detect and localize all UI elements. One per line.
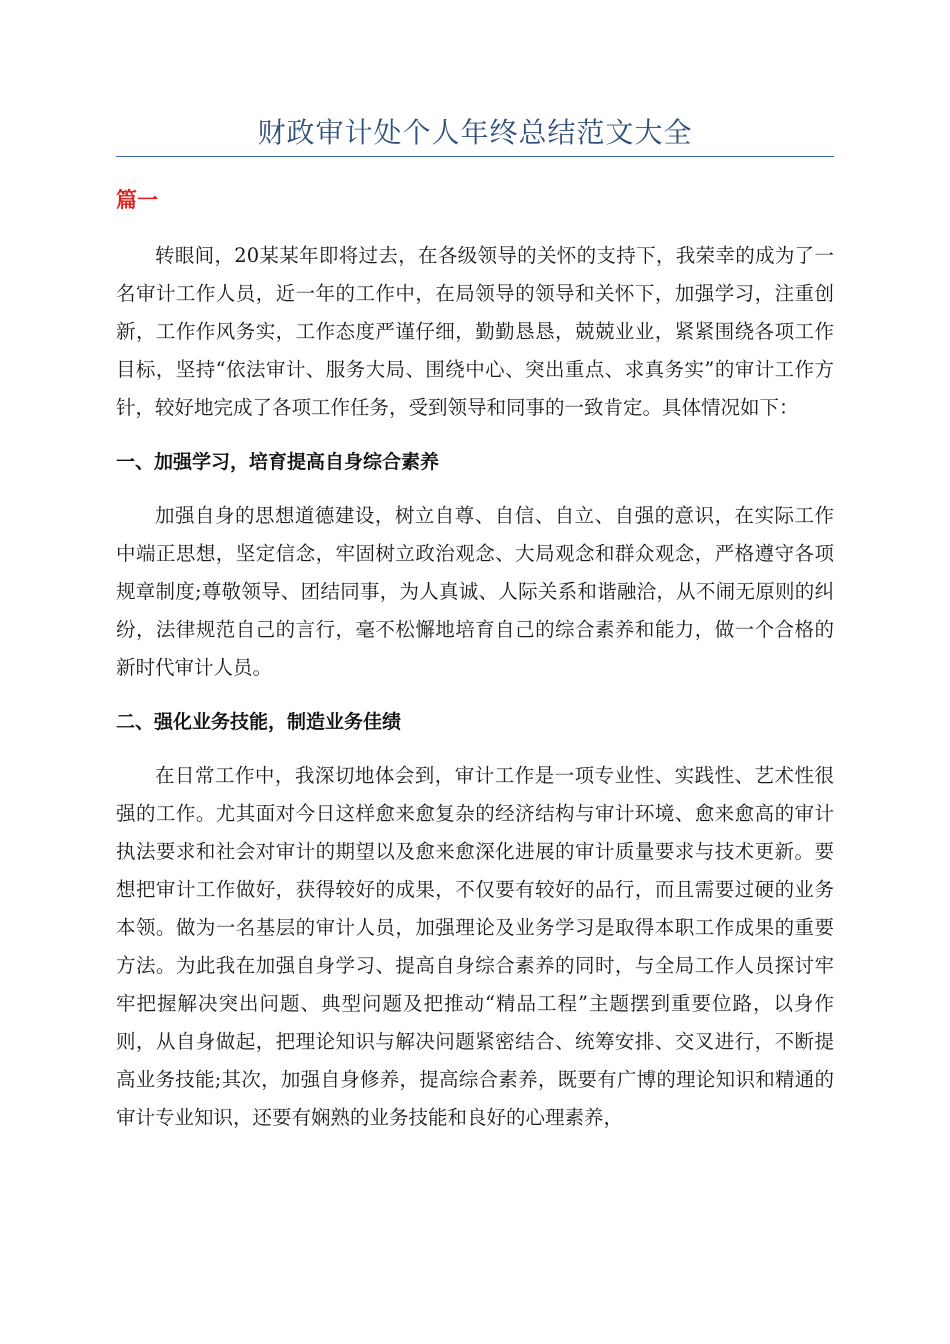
document-title: 财政审计处个人年终总结范文大全 <box>257 116 693 149</box>
heading-skills: 二、强化业务技能，制造业务佳绩 <box>116 711 402 733</box>
paragraph-skills: 在日常工作中，我深切地体会到，审计工作是一项专业性、实践性、艺术性很强的工作。尤其面对今日这样愈来愈复杂的经济结构与审计环境、愈来愈高的审计执法要求和社会对审计的期望以及愈来愈深化进展的审计质量要求与技术更新。要想把审计工作做好，获得较好的成果，不仅要有较好的品行，而且需要过硬的业务本领。做为一名基层的审计人员，加强理论及业务学习是取得本职工作成果的重要方法。为此我在加强自身学习、提高自身综合素养的同时，与全局工作人员探讨牢牢把握解决突出问题、典型问题及把推动“精品工程”主题摆到重要位路，以身作则，从自身做起，把理论知识与解决问题紧密结合、统筹安排、交叉进行，不断提高业务技能;其次，加强自身修养，提高综合素养，既要有广博的理论知识和精通的审计专业知识，还要有娴熟的业务技能和良好的心理素养， <box>116 764 834 1129</box>
heading-study: 一、加强学习，培育提高自身综合素养 <box>116 451 440 473</box>
paragraph-intro: 转眼间，20某某年即将过去，在各级领导的关怀的支持下，我荣幸的成为了一名审计工作人员，近一年的工作中，在局领导的领导和关怀下，加强学习，注重创新，工作作风务实，工作态度严谨仔细，勤勤恳恳，兢兢业业，紧紧围绕各项工作目标，坚持“依法审计、服务大局、围绕中心、突出重点、求真务实”的审计工作方针，较好地完成了各项工作任务，受到领导和同事的一致肯定。具体情况如下： <box>116 244 834 419</box>
paragraph-study: 加强自身的思想道德建设，树立自尊、自信、自立、自强的意识，在实际工作中端正思想，坚定信念，牢固树立政治观念、大局观念和群众观念，严格遵守各项规章制度;尊敬领导、团结同事，为人真诚、人际关系和谐融洽，从不闹无原则的纠纷，法律规范自己的言行，毫不松懈地培育自己的综合素养和能力，做一个合格的新时代审计人员。 <box>116 504 834 679</box>
document-page <box>116 0 834 1137</box>
section-label: 篇一 <box>116 188 158 212</box>
title-underline <box>116 156 834 157</box>
